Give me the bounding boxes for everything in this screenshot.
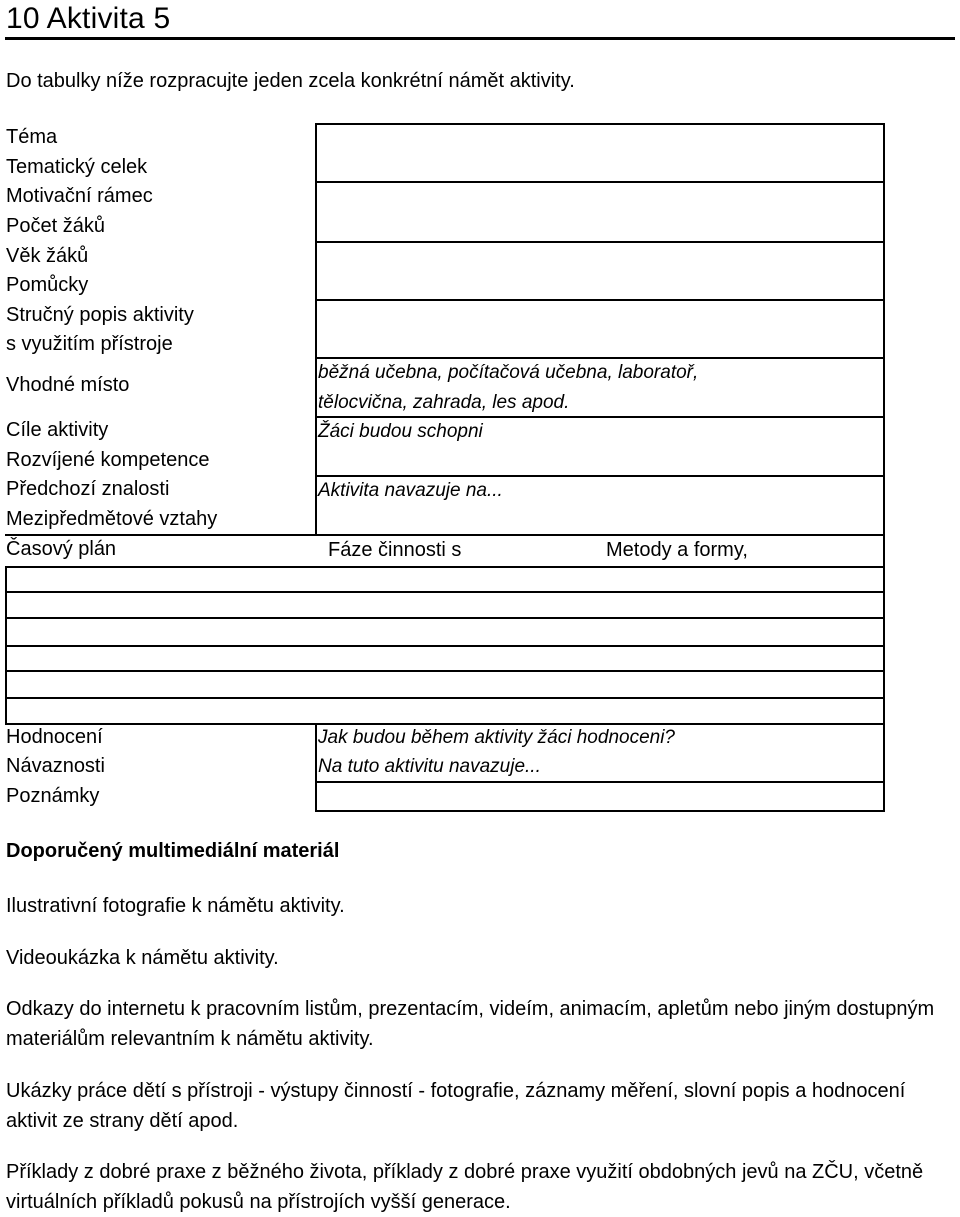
value-predchozi-znalosti: Aktivita navazuje na... [318, 480, 503, 501]
plan-bottom-border [5, 723, 885, 725]
plan-rule [5, 591, 885, 593]
label-navaznosti: Návaznosti [6, 755, 105, 777]
label-cile-aktivity: Cíle aktivity [6, 419, 109, 441]
label-motivacni-ramec: Motivační rámec [6, 185, 153, 207]
intro-text: Do tabulky níže rozpracujte jeden zcela konkrétní námět aktivity. [6, 70, 575, 92]
plan-top-border [5, 534, 885, 536]
table-rule [315, 475, 885, 477]
plan-right-border [883, 534, 885, 812]
label-predchozi-znalosti: Předchozí znalosti [6, 478, 170, 500]
recommended-item: Ilustrativní fotografie k námětu aktivity. [6, 895, 345, 917]
plan-header-metody: Metody a formy, [606, 539, 748, 561]
recommended-heading: Doporučený multimediální materiál [6, 840, 340, 862]
value-vhodne-misto-2: tělocvična, zahrada, les apod. [318, 392, 570, 413]
label-casovy-plan: Časový plán [6, 538, 117, 560]
title-underline [5, 37, 955, 40]
plan-rule [5, 617, 885, 619]
label-tematicky-celek: Tematický celek [6, 156, 148, 178]
value-hodnoceni: Jak budou během aktivity žáci hodnoceni? [318, 727, 676, 748]
label-strucny-popis: Stručný popis aktivity [6, 304, 194, 326]
table-rule [315, 416, 885, 418]
bottom-box-left-border [315, 723, 317, 812]
plan-rule [5, 670, 885, 672]
table-rule [315, 181, 885, 183]
label-poznamky: Poznámky [6, 785, 100, 807]
label-pocet-zaku: Počet žáků [6, 215, 105, 237]
recommended-item: Odkazy do internetu k pracovním listům, prezentacím, videím, animacím, apletům nebo jiným dostupným materiálům relevantním k námětu aktivity. [6, 998, 935, 1050]
recommended-item: Ukázky práce dětí s přístroji - výstupy činností - fotografie, záznamy měření, slovní popis a hodnocení aktivit ze strany dětí apod. [6, 1080, 906, 1132]
table-rule [315, 299, 885, 301]
label-pomucky: Pomůcky [6, 274, 89, 296]
table-rule [315, 357, 885, 359]
value-vhodne-misto-1: běžná učebna, počítačová učebna, laboratoř, [318, 362, 699, 383]
label-hodnoceni: Hodnocení [6, 726, 103, 748]
label-vek-zaku: Věk žáků [6, 245, 89, 267]
table-top-border [315, 123, 885, 125]
table-left-border [315, 123, 317, 535]
plan-header-faze: Fáze činnosti s [328, 539, 462, 561]
label-rozvijene-kompetence: Rozvíjené kompetence [6, 449, 210, 471]
bottom-box-bottom-border [315, 810, 885, 812]
table-rule [315, 241, 885, 243]
label-mezipredmetove-vztahy: Mezipředmětové vztahy [6, 508, 218, 530]
value-navaznosti: Na tuto aktivitu navazuje... [318, 756, 541, 777]
bottom-box-rule [315, 781, 885, 783]
table-right-border [883, 123, 885, 535]
section-title: 10 Aktivita 5 [6, 2, 171, 35]
recommended-item: Videoukázka k námětu aktivity. [6, 947, 279, 969]
plan-rule [5, 645, 885, 647]
recommended-item: Příklady z dobré praxe z běžného života, příklady z dobré praxe využití obdobných jevů na ZČU, včetně virtuálních příkladů pokusů na přístrojích vyšší generace. [6, 1161, 924, 1213]
plan-rule [5, 697, 885, 699]
plan-rule [5, 566, 885, 568]
value-cile-aktivity: Žáci budou schopni [318, 421, 483, 442]
label-vhodne-misto: Vhodné místo [6, 374, 130, 396]
label-strucny-popis-cont: s využitím přístroje [6, 333, 173, 355]
label-tema: Téma [6, 126, 58, 148]
plan-left-border [5, 566, 7, 723]
